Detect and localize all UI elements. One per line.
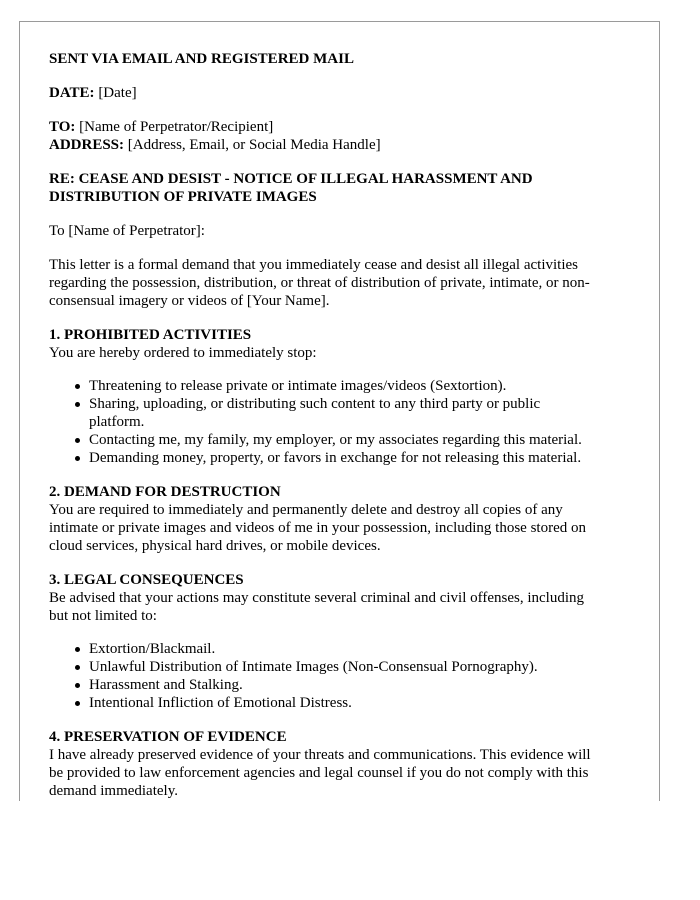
section-line: demand immediately. (49, 783, 178, 799)
section-heading: 3. LEGAL CONSEQUENCES (49, 572, 244, 588)
subject-line (49, 170, 639, 206)
list-item: Unlawful Distribution of Intimate Images (Non-Consensual Pornography). (89, 658, 639, 676)
date-value: [Date] (94, 85, 137, 101)
prohibited-list (49, 377, 639, 467)
section-line: I have already preserved evidence of your threats and communications. This evidence will (49, 747, 591, 763)
section-line: intimate or private images and videos of me in your possession, including those stored on (49, 520, 586, 536)
intro-line: This letter is a formal demand that you immediately cease and desist all illegal activities (49, 257, 578, 273)
list-item: Harassment and Stalking. (89, 676, 639, 694)
to-line (49, 118, 639, 136)
section-demand-destruction (49, 483, 639, 555)
date-line (49, 84, 639, 102)
section-line: cloud services, physical hard drives, or mobile devices. (49, 538, 381, 554)
section-lead: You are hereby ordered to immediately stop: (49, 345, 317, 361)
list-item (89, 395, 639, 431)
letter-content (49, 50, 639, 800)
to-value: [Name of Perpetrator/Recipient] (75, 119, 274, 135)
offenses-list (49, 640, 639, 712)
address-value: [Address, Email, or Social Media Handle] (124, 137, 381, 153)
section-line: You are required to immediately and permanently delete and destroy all copies of any (49, 502, 563, 518)
sent-via-text: SENT VIA EMAIL AND REGISTERED MAIL (49, 51, 354, 67)
section-prohibited-activities (49, 326, 639, 467)
subject-line-1: RE: CEASE AND DESIST - NOTICE OF ILLEGAL HARASSMENT AND (49, 171, 533, 187)
section-line: Be advised that your actions may constitute several criminal and civil offenses, including (49, 590, 584, 606)
section-heading: 2. DEMAND FOR DESTRUCTION (49, 484, 281, 500)
list-item-line: Sharing, uploading, or distributing such content to any third party or public (89, 396, 541, 412)
section-heading: 4. PRESERVATION OF EVIDENCE (49, 729, 287, 745)
letter-page (19, 21, 660, 801)
intro-paragraph (49, 256, 639, 310)
salutation: To [Name of Perpetrator]: (49, 223, 205, 239)
list-item: Threatening to release private or intimate images/videos (Sextortion). (89, 377, 639, 395)
intro-line: consensual imagery or videos of [Your Name]. (49, 293, 330, 309)
list-item: Demanding money, property, or favors in exchange for not releasing this material. (89, 449, 639, 467)
date-label: DATE: (49, 85, 95, 101)
section-preservation-evidence (49, 728, 639, 800)
list-item: Intentional Infliction of Emotional Distress. (89, 694, 639, 712)
address-label: ADDRESS: (49, 137, 125, 153)
section-line: be provided to law enforcement agencies and legal counsel if you do not comply with this (49, 765, 589, 781)
to-label: TO: (49, 119, 76, 135)
section-line: but not limited to: (49, 608, 157, 624)
intro-line: regarding the possession, distribution, or threat of distribution of private, intimate, or non- (49, 275, 590, 291)
list-item-line: platform. (89, 414, 145, 430)
section-legal-consequences (49, 571, 639, 712)
list-item: Contacting me, my family, my employer, or my associates regarding this material. (89, 431, 639, 449)
subject-line-2: DISTRIBUTION OF PRIVATE IMAGES (49, 189, 317, 205)
section-heading: 1. PROHIBITED ACTIVITIES (49, 327, 252, 343)
list-item: Extortion/Blackmail. (89, 640, 639, 658)
sent-via-line (49, 50, 639, 68)
address-line (49, 136, 639, 154)
